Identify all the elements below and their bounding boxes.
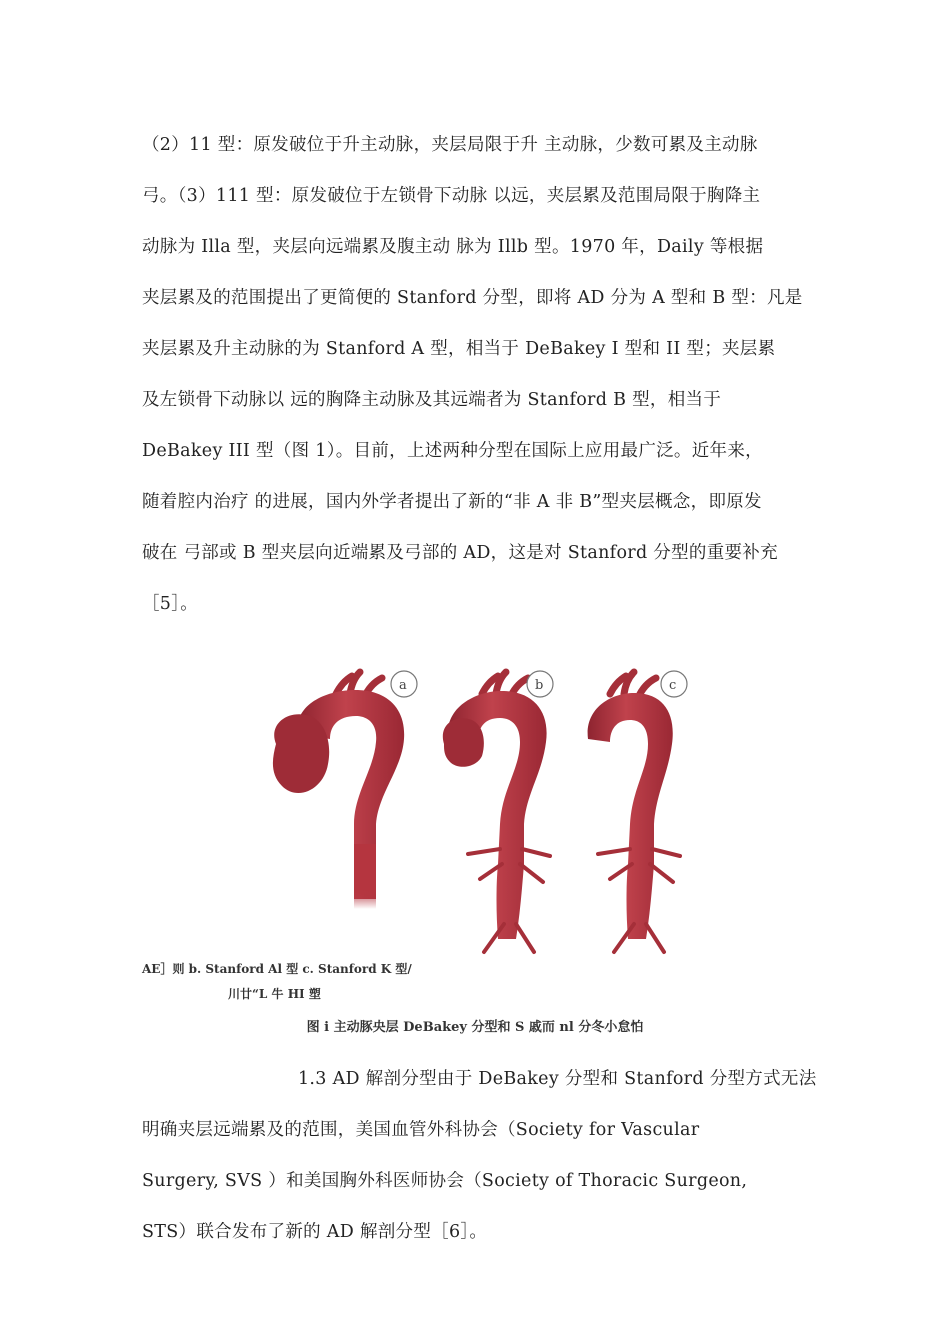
text-line: 明确夹层远端累及的范围，美国血管外科协会（Society for Vascular — [142, 1120, 700, 1140]
figure-title: 图 i 主动豚央层 DeBakey 分型和 S 戚而 nl 分冬小怠怕 — [306, 1020, 644, 1035]
aorta-dissection-figure — [258, 664, 698, 964]
label-c: c — [669, 678, 677, 693]
text-line: 随着腔内治疗 的进展，国内外学者提出了新的“非 A 非 B”型夹层概念，即原发 — [142, 492, 762, 512]
aorta-a — [273, 672, 404, 909]
text-line: 弓。（3）111 型：原发破位于左锁骨下动脉 以远，夹层累及范围局限于胸降主 — [142, 186, 761, 206]
text-line: 夹层累及升主动脉的为 Stanford A 型，相当于 DeBakey I 型和 II 型；夹层累 — [142, 339, 776, 359]
text-line: DeBakey III 型（图 1）。目前，上述两种分型在国际上应用最广泛。近年来， — [142, 441, 763, 461]
text-line: Surgery, SVS ）和美国胸外科医师协会（Society of Thoracic Surgeon, — [142, 1171, 748, 1191]
body-paragraph-2 — [142, 1054, 818, 1258]
text-line: 破在 弓部或 B 型夹层向近端累及弓部的 AD，这是对 Stanford 分型的重要补充 — [142, 543, 778, 563]
text-line: ［5］。 — [142, 594, 199, 614]
text-line: 动脉为 Illa 型，夹层向远端累及腹主动 脉为 Illb 型。1970 年，Daily 等根据 — [142, 237, 764, 257]
text-line: 夹层累及的范围提出了更简便的 Stanford 分型，即将 AD 分为 A 型和 B 型：凡是 — [142, 288, 803, 308]
text-line: 1.3 AD 解剖分型由于 DeBakey 分型和 Stanford 分型方式无法 — [298, 1069, 817, 1089]
label-b: b — [535, 678, 544, 693]
body-paragraph-1 — [142, 120, 818, 630]
figure-caption-line-1: AE］则 b. Stanford Al 型 c. Stanford K 型/ — [142, 962, 412, 976]
figure-caption-line-2: 川廿“L 牛 HI 塑 — [228, 987, 321, 1001]
aorta-b — [443, 672, 550, 952]
text-line: STS）联合发布了新的 AD 解剖分型［6］。 — [142, 1222, 488, 1242]
text-line: （2）11 型：原发破位于升主动脉，夹层局限于升 主动脉，少数可累及主动脉 — [142, 135, 758, 155]
label-a: a — [399, 678, 407, 693]
aorta-illustration — [258, 664, 698, 964]
aorta-c — [588, 672, 680, 952]
text-line: 及左锁骨下动脉以 远的胸降主动脉及其远端者为 Stanford B 型，相当于 — [142, 390, 722, 410]
